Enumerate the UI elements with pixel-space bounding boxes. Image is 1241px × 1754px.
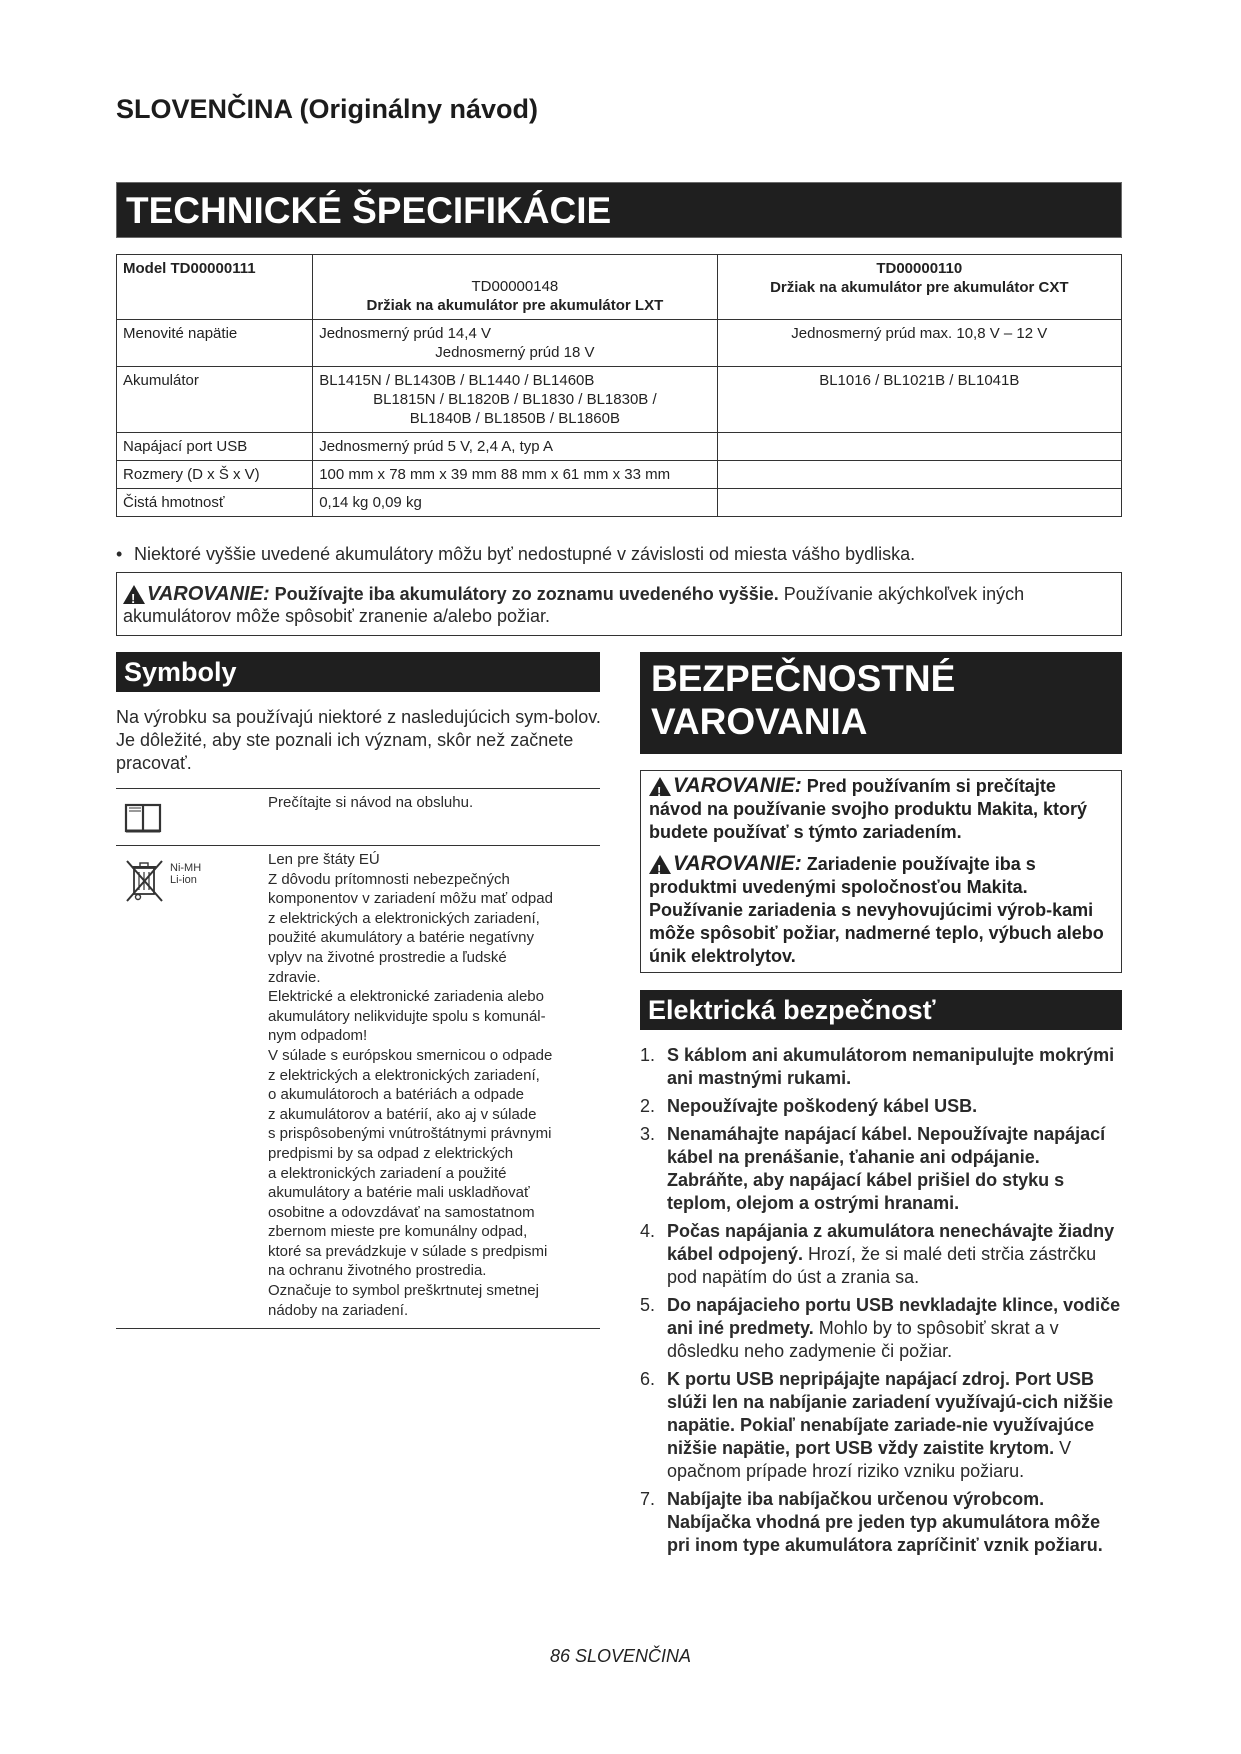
spec-row-col2	[313, 320, 717, 367]
spec-row-battery	[117, 367, 1122, 433]
list-item	[640, 1123, 1124, 1215]
symbols-intro: Na výrobku sa používajú niektoré z nasledujúcich sym-bolov. Je dôležité, aby ste poznali ich význam, skôr než začnete pracovať.	[116, 707, 601, 773]
weee-line: akumulátory nelikvidujte spolu s komunál-	[268, 1007, 546, 1025]
col2-model: TD00000148	[471, 278, 559, 295]
list-item	[640, 1220, 1124, 1289]
list-item	[640, 1095, 1124, 1118]
symbols-divider	[116, 1328, 600, 1329]
safety-warnings-heading	[640, 652, 1122, 754]
spec-row-label: Menovité napätie	[117, 320, 313, 367]
col2-desc: Držiak na akumulátor pre akumulátor LXT	[366, 297, 664, 314]
spec-row-weight	[117, 489, 1122, 517]
col3-desc: Držiak na akumulátor pre akumulátor CXT	[770, 279, 1069, 296]
weee-line: vplyv na životné prostredie a ľudské	[268, 948, 507, 966]
spec-value: 0,09 kg	[372, 494, 422, 511]
electrical-safety-list	[640, 1044, 1124, 1562]
weee-line: z elektrických a elektronických zariadení,	[268, 909, 540, 927]
spec-row-dimensions	[117, 461, 1122, 489]
warning-text: Používanie akýchkoľvek iných akumulátorov môže spôsobiť zranenie a/alebo požiar.	[123, 584, 1025, 626]
makita-warning-box	[640, 770, 1122, 973]
item-text: V opačnom prípade hrozí riziko vzniku požiaru.	[667, 1438, 1072, 1481]
weee-text-block	[268, 850, 598, 1320]
list-item	[640, 1294, 1124, 1363]
spec-col2-header	[313, 255, 717, 320]
battery-availability-note	[116, 544, 915, 565]
spec-row-col2	[313, 489, 717, 517]
spec-value: BL1415N / BL1430B / BL1440 / BL1460B	[319, 372, 595, 389]
spec-row-label: Akumulátor	[117, 367, 313, 433]
item-bold-text: K portu USB nepripájajte napájací zdroj. Port USB slúži len na nabíjanie zariadení využívajú-cich nižšie napätie. Pokiaľ nenabíjate zariade-nie využívajúce nižšie napätie, port USB vždy zaistite krytom.	[667, 1369, 1114, 1458]
warning-triangle-icon	[123, 585, 145, 604]
bullet-icon: •	[116, 544, 123, 564]
item-bold-text: Nenamáhajte napájací kábel. Nepoužívajte napájací kábel na prenášanie, ťahanie ani odpájanie. Zabráňte, aby napájací kábel prišiel do styku s teplom, olejom a ostrými hranami.	[667, 1124, 1106, 1213]
item-bold-text: Počas napájania z akumulátora nenechávajte žiadny kábel odpojený.	[667, 1221, 1115, 1264]
item-bold-text: Nabíjajte iba nabíjačkou určenou výrobcom. Nabíjačka vhodná pre jeden typ akumulátora môže pri inom type akumulátora zapríčiniť vznik požiaru.	[667, 1489, 1103, 1555]
weee-line: komponentov v zariadení môžu mať odpad	[268, 890, 553, 908]
warning-paragraph	[649, 852, 1113, 968]
spec-col3-header	[717, 255, 1121, 320]
item-text: Mohlo by to spôsobiť skrat a v dôsledku neho zadymenie či požiar.	[667, 1318, 1059, 1361]
weee-line: nym odpadom!	[268, 1027, 368, 1045]
warning-bold-text: Používajte iba akumulátory zo zoznamu uvedeného vyššie.	[274, 584, 779, 604]
warning-paragraph	[649, 774, 1113, 844]
item-number: 7.	[640, 1489, 656, 1509]
weee-label-liion: Li-ion	[170, 874, 197, 886]
weee-line: zbernom mieste pre komunálny odpad,	[268, 1223, 528, 1241]
battery-warning-box	[116, 572, 1122, 636]
page-footer: 86 SLOVENČINA	[549, 1646, 692, 1666]
weee-line: o akumulátoroch a batériách a odpade	[268, 1086, 525, 1104]
spec-row-usb	[117, 433, 1122, 461]
spec-row-col3: Jednosmerný prúd max. 10,8 V – 12 V	[717, 320, 1121, 367]
warning-word: VAROVANIE:	[673, 852, 802, 875]
item-number: 6.	[640, 1369, 656, 1389]
spec-value: BL1840B / BL1850B / BL1860B	[409, 410, 620, 427]
item-bold-text: Nepoužívajte poškodený kábel USB.	[667, 1096, 978, 1116]
item-text: Hrozí, že si malé deti strčia zástrčku pod napätím do úst a zrania sa.	[667, 1244, 1097, 1287]
warning-word: VAROVANIE:	[673, 774, 802, 797]
weee-line: zdravie.	[268, 968, 321, 986]
item-number: 4.	[640, 1221, 656, 1241]
weee-line: z akumulátorov a batérií, ako aj v súlade	[268, 1105, 537, 1123]
spec-value: BL1815N / BL1820B / BL1830 / BL1830B /	[373, 391, 657, 408]
col3-model: TD00000110	[876, 260, 963, 277]
item-bold-text: Do napájacieho portu USB nevkladajte klince, vodiče ani iné predmety.	[667, 1295, 1121, 1338]
crossed-bin-icon	[124, 858, 166, 904]
weee-line: predpismi by sa odpad z elektrických	[268, 1144, 514, 1162]
item-number: 2.	[640, 1096, 656, 1116]
weee-line: osobitne a odovzdávať na samostatnom	[268, 1203, 535, 1221]
note-text: Niektoré vyššie uvedené akumulátory môžu byť nedostupné v závislosti od miesta vášho bydliska.	[134, 544, 916, 564]
list-item	[640, 1488, 1124, 1557]
weee-line: z elektrických a elektronických zariadení,	[268, 1066, 540, 1084]
language-title: SLOVENČINA (Originálny návod)	[116, 94, 539, 124]
spec-row-col3	[717, 433, 1121, 461]
spec-value: 0,14 kg	[319, 494, 369, 511]
spec-header-row	[117, 255, 1122, 320]
read-manual-text: Prečítajte si návod na obsluhu.	[268, 794, 474, 811]
spec-value: Jednosmerný prúd 18 V	[435, 344, 595, 361]
weee-line: s prispôsobenými vnútroštátnymi právnymi	[268, 1125, 552, 1143]
safety-heading-line2: VAROVANIA	[651, 701, 868, 742]
weee-line: a elektronických zariadení a použité	[268, 1164, 507, 1182]
spec-model-label: Model TD00000111	[117, 255, 313, 320]
item-number: 5.	[640, 1295, 656, 1315]
spec-row-label: Čistá hmotnosť	[117, 489, 313, 517]
weee-label-nimh: Ni-MH	[170, 862, 202, 874]
spec-row-label: Rozmery (D x Š x V)	[117, 461, 313, 489]
spec-row-col3	[717, 489, 1121, 517]
spec-row-col3	[717, 461, 1121, 489]
warning-text: Pred používaním si prečítajte návod na používanie svojho produktu Makita, ktorý budete používať s týmto zariadením.	[649, 776, 1088, 842]
weee-line: Elektrické a elektronické zariadenia alebo	[268, 988, 544, 1006]
weee-battery-label	[170, 862, 201, 886]
tech-specs-heading: TECHNICKÉ ŠPECIFIKÁCIE	[116, 182, 1122, 238]
spec-row-col2: Jednosmerný prúd 5 V, 2,4 A, typ A	[313, 433, 717, 461]
spec-row-voltage	[117, 320, 1122, 367]
warning-text: Zariadenie používajte iba s produktmi uvedenými spoločnosťou Makita. Používanie zariadenia s nevyhovujúcimi výrob-kami môže spôsobiť požiar, nadmerné teplo, výbuch alebo únik elektrolytov.	[649, 854, 1104, 966]
spec-value: Jednosmerný prúd 14,4 V	[319, 325, 491, 342]
list-item	[640, 1368, 1124, 1483]
item-number: 3.	[640, 1124, 656, 1144]
spec-value: 88 mm x 61 mm x 33 mm	[500, 466, 671, 483]
spec-row-label: Napájací port USB	[117, 433, 313, 461]
weee-line: na ochranu životného prostredia.	[268, 1262, 487, 1280]
symbols-divider	[116, 845, 600, 846]
symbols-divider	[116, 788, 600, 789]
weee-line: Označuje to symbol preškrtnutej smetnej	[268, 1282, 539, 1300]
read-manual-icon	[124, 802, 164, 834]
weee-line: akumulátory a batérie mali uskladňovať	[268, 1184, 530, 1202]
weee-line: V súlade s európskou smernicou o odpade	[268, 1046, 553, 1064]
weee-line: Len pre štáty EÚ	[268, 851, 380, 868]
warning-triangle-icon	[649, 855, 671, 874]
spec-row-col2	[313, 367, 717, 433]
weee-line: ktoré sa prevádzkuje v súlade s predpismi	[268, 1242, 548, 1260]
item-number: 1.	[640, 1045, 656, 1065]
symbols-heading: Symboly	[116, 652, 600, 692]
spec-table	[116, 254, 1122, 517]
weee-line: použité akumulátory a batérie negatívny	[268, 929, 534, 947]
spec-row-col3: BL1016 / BL1021B / BL1041B	[717, 367, 1121, 433]
warning-triangle-icon	[649, 777, 671, 796]
electrical-safety-heading: Elektrická bezpečnosť	[640, 990, 1122, 1030]
warning-word: VAROVANIE:	[147, 583, 270, 605]
weee-line: nádoby na zariadení.	[268, 1301, 409, 1319]
weee-line: Z dôvodu prítomnosti nebezpečných	[268, 870, 510, 888]
item-bold-text: S káblom ani akumulátorom nemanipulujte mokrými ani mastnými rukami.	[667, 1045, 1115, 1088]
spec-row-col2	[313, 461, 717, 489]
list-item	[640, 1044, 1124, 1090]
spec-value: 100 mm x 78 mm x 39 mm	[319, 466, 497, 483]
safety-heading-line1: BEZPEČNOSTNÉ	[651, 658, 956, 699]
